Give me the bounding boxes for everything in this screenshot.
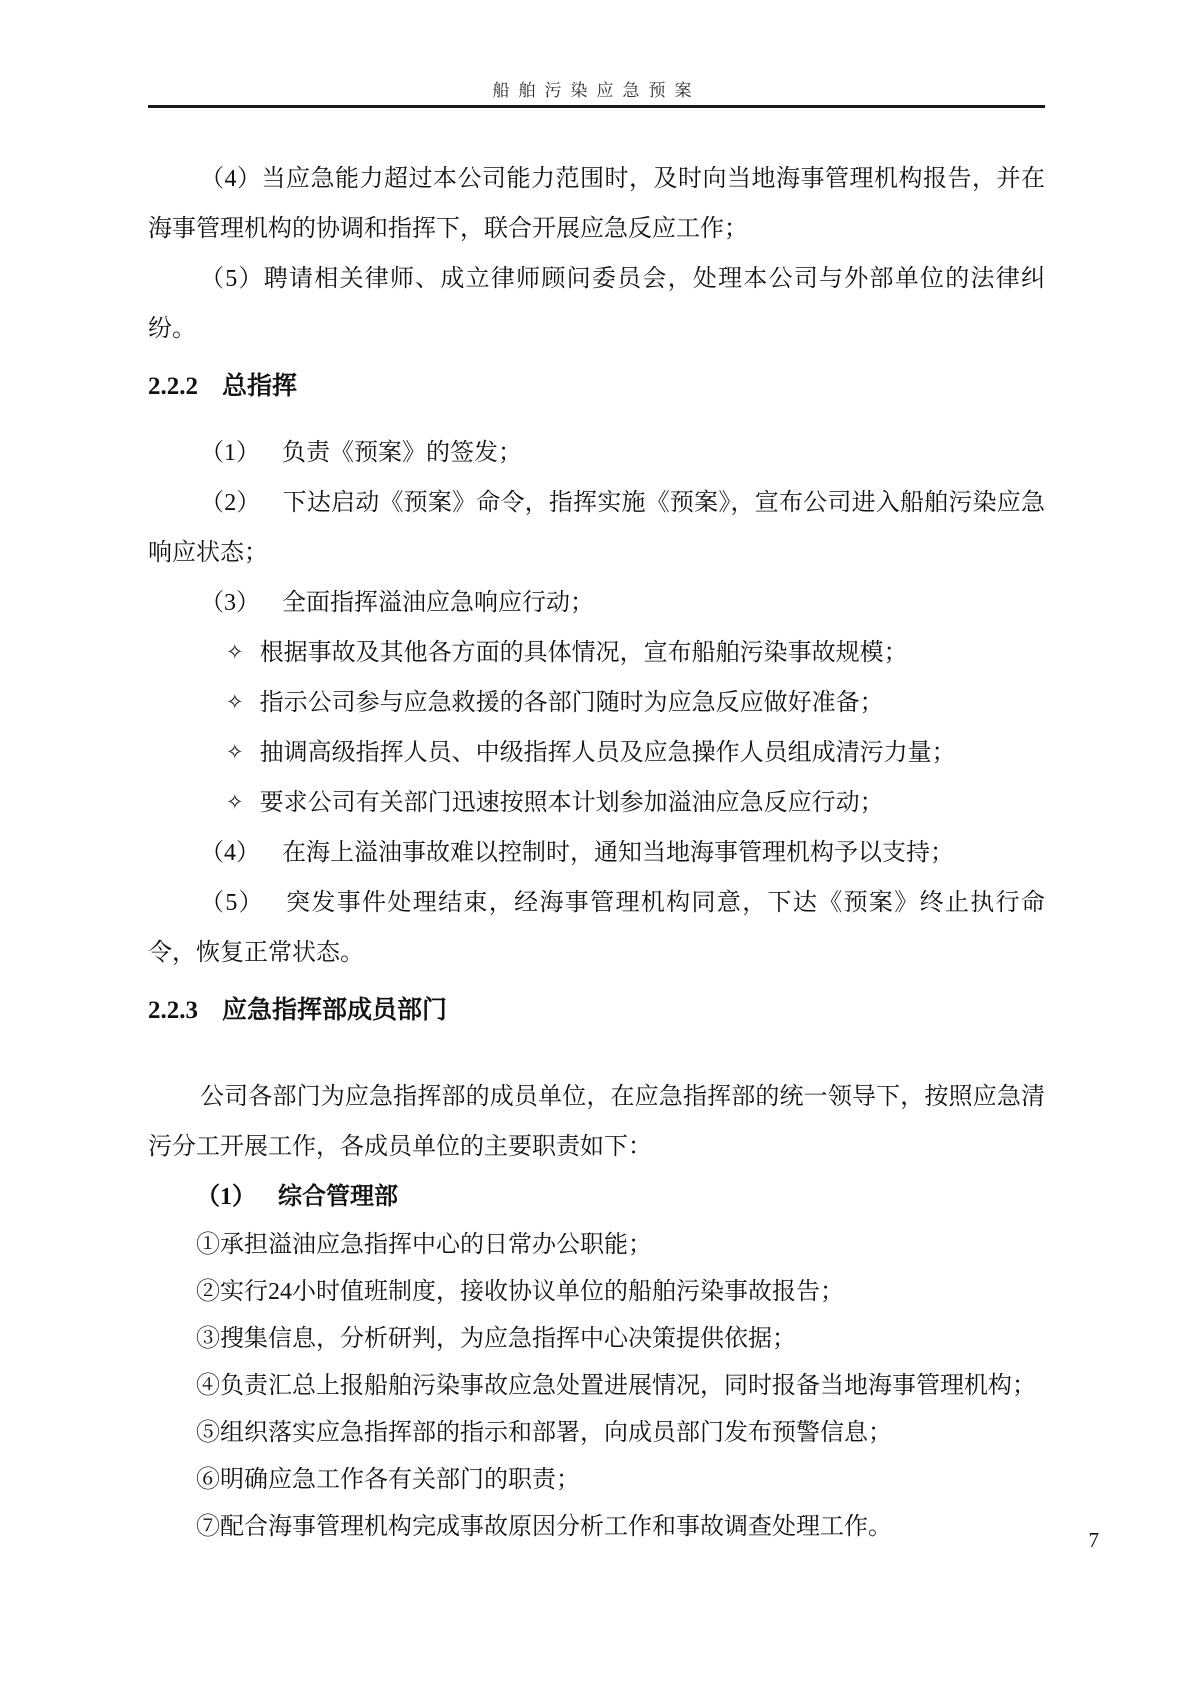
item-text: 在海上溢油事故难以控制时，通知当地海事管理机构予以支持； [282, 840, 954, 866]
paragraph-5: （5）聘请相关律师、成立律师顾问委员会，处理本公司与外部单位的法律纠纷。 [148, 266, 1045, 342]
bullet-text: 根据事故及其他各方面的具体情况，宣布船舶污染事故规模； [259, 640, 908, 666]
diamond-bullet-icon: ✧ [226, 690, 244, 714]
department-number: （1） [196, 1184, 256, 1210]
diamond-bullet-icon: ✧ [226, 640, 244, 664]
page-number: 7 [1088, 1528, 1099, 1552]
section-heading-2-2-3 [148, 986, 1045, 1036]
bullet-text: 指示公司参与应急救援的各部门随时为应急反应做好准备； [259, 690, 884, 716]
bullet-item [148, 728, 1045, 778]
page-content [148, 0, 1045, 1551]
item-number: （4） [200, 840, 260, 866]
item-number: （1） [200, 440, 260, 466]
duty-item: ②实行24小时值班制度，接收协议单位的船舶污染事故报告； [196, 1279, 844, 1305]
duty-item: ④负责汇总上报船舶污染事故应急处置进展情况，同时报备当地海事管理机构； [196, 1373, 1036, 1399]
bullet-item [148, 628, 1045, 678]
list-item [148, 428, 1045, 478]
item-text: 负责《预案》的签发； [282, 440, 522, 466]
list-item [148, 878, 1045, 978]
duty-item: ①承担溢油应急指挥中心的日常办公职能； [196, 1232, 652, 1258]
item-number: （3） [200, 590, 260, 616]
item-text: 突发事件处理结束，经海事管理机构同意，下达《预案》终止执行命令，恢复正常状态。 [148, 890, 1045, 966]
item-text: 全面指挥溢油应急响应行动； [282, 590, 594, 616]
section-intro-paragraph: 公司各部门为应急指挥部的成员单位，在应急指挥部的统一领导下，按照应急清污分工开展工作，各成员单位的主要职责如下： [148, 1084, 1045, 1160]
section-heading-2-2-2 [148, 362, 1045, 412]
section-number: 2.2.3 [148, 997, 198, 1024]
document-header [148, 0, 1045, 108]
header-title: 船舶污染应急预案 [492, 81, 701, 100]
list-item [148, 478, 1045, 578]
duty-item: ⑤组织落实应急指挥部的指示和部署，向成员部门发布预警信息； [196, 1420, 892, 1446]
bullet-text: 抽调高级指挥人员、中级指挥人员及应急操作人员组成清污力量； [259, 740, 956, 766]
list-item [148, 828, 1045, 878]
department-title: 综合管理部 [278, 1184, 398, 1210]
duty-item: ⑦配合海事管理机构完成事故原因分析工作和事故调查处理工作。 [196, 1514, 892, 1540]
duty-item: ⑥明确应急工作各有关部门的职责； [196, 1467, 580, 1493]
list-item [148, 578, 1045, 628]
item-text: 下达启动《预案》命令，指挥实施《预案》，宣布公司进入船舶污染应急响应状态； [148, 490, 1046, 566]
department-heading [148, 1172, 1045, 1222]
paragraph-4: （4）当应急能力超过本公司能力范围时，及时向当地海事管理机构报告，并在海事管理机构的协调和指挥下，联合开展应急反应工作； [148, 166, 1045, 242]
bullet-text: 要求公司有关部门迅速按照本计划参加溢油应急反应行动； [259, 790, 884, 816]
section-title: 应急指挥部成员部门 [222, 997, 448, 1024]
diamond-bullet-icon: ✧ [226, 790, 244, 814]
bullet-item [148, 778, 1045, 828]
section-number: 2.2.2 [148, 373, 198, 400]
item-number: （5） [200, 890, 265, 916]
diamond-bullet-icon: ✧ [226, 740, 244, 764]
section-title: 总指挥 [222, 373, 298, 400]
document-body [148, 108, 1045, 1551]
item-number: （2） [200, 490, 261, 516]
bullet-item [148, 678, 1045, 728]
duty-item: ③搜集信息，分析研判，为应急指挥中心决策提供依据； [196, 1326, 796, 1352]
